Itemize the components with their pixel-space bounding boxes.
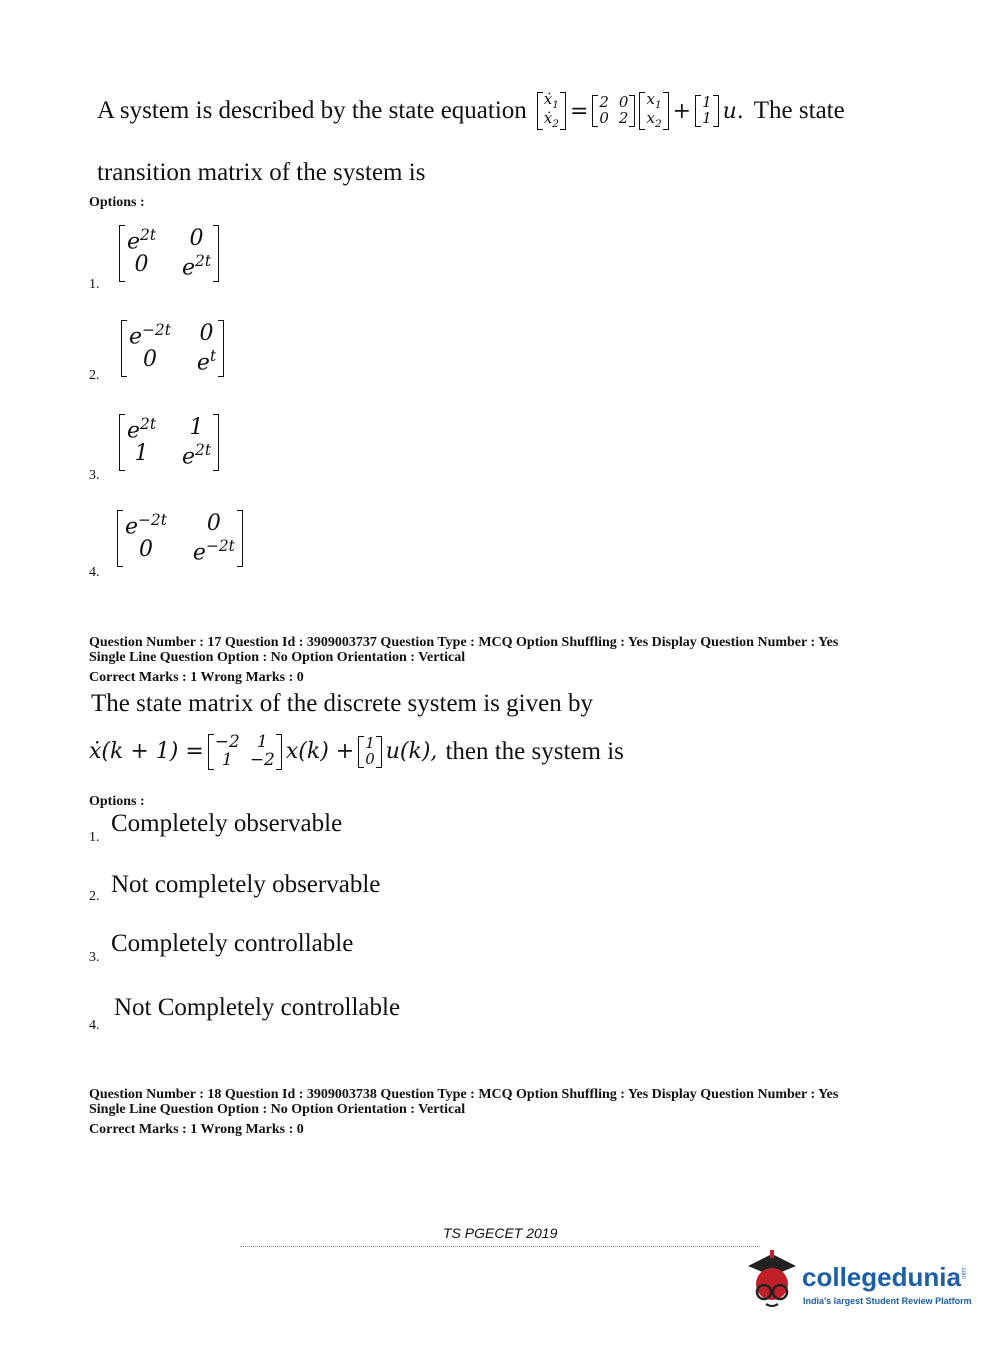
- q16-text-before: A system is described by the state equation: [97, 97, 527, 125]
- q16-plus: +: [672, 98, 692, 124]
- q16-lhs-vector: ẋ$_1$ ẋ$_2$: [537, 92, 566, 130]
- q17-option-3-text: Completely controllable: [111, 930, 354, 957]
- q16-question-line1: [97, 92, 845, 130]
- logo-name: collegedunia: [802, 1262, 961, 1292]
- q17-option-3[interactable]: [89, 930, 409, 970]
- q17-meta-line1: Question Number : 17 Question Id : 3909003737 Question Type : MCQ Option Shuffling : Yes Display Question Number : Yes: [89, 635, 839, 650]
- q16-option-3[interactable]: [89, 414, 289, 486]
- q17-eq-lhs: ẋ(k + 1) =: [89, 739, 204, 765]
- q17-question-text: The state matrix of the discrete system is given by: [91, 690, 593, 717]
- q16-option-4[interactable]: [89, 510, 309, 582]
- logo-tagline: India's largest Student Review Platform: [803, 1296, 972, 1306]
- q17-a-matrix: −2 1 1 −2: [208, 734, 282, 770]
- q16-a-matrix: 2 0 0 2: [592, 95, 635, 127]
- q16-b-vector: 1 1: [695, 95, 719, 127]
- q18-marks: Correct Marks : 1 Wrong Marks : 0: [89, 1122, 304, 1137]
- q17-marks: Correct Marks : 1 Wrong Marks : 0: [89, 670, 304, 685]
- graduate-mascot-icon: [742, 1248, 802, 1310]
- q16-equals: =: [569, 98, 589, 124]
- q17-option-4-number: 4.: [89, 1018, 100, 1033]
- q16-options-label: Options :: [89, 195, 145, 210]
- q16-option-2-matrix: $e^{-2t}$ 0 0 $e^t$: [121, 320, 224, 377]
- q17-option-1-number: 1.: [89, 830, 100, 845]
- q17-option-1-text: Completely observable: [111, 810, 343, 837]
- q16-option-1-matrix: $e^{2t}$ 0 0 $e^{2t}$: [119, 225, 219, 282]
- collegedunia-logo[interactable]: [742, 1248, 972, 1318]
- q16-option-4-matrix: $e^{-2t}$ 0 0 $e^{-2t}$: [117, 510, 243, 567]
- footer-title: TS PGECET 2019: [443, 1225, 558, 1241]
- q17-option-3-number: 3.: [89, 950, 100, 965]
- q17-option-1[interactable]: [89, 810, 409, 850]
- q16-option-4-number: 4.: [89, 565, 100, 580]
- footer-divider: [240, 1246, 760, 1247]
- q16-option-1[interactable]: [89, 225, 289, 297]
- q16-option-3-number: 3.: [89, 468, 100, 483]
- q17-equation: [89, 734, 624, 770]
- q17-eq-tail: then the system is: [445, 737, 624, 765]
- q17-eq-xk: x(k) +: [285, 739, 355, 765]
- q18-meta-line1: Question Number : 18 Question Id : 3909003738 Question Type : MCQ Option Shuffling : Yes Display Question Number : Yes: [89, 1087, 839, 1102]
- q16-u: u.: [722, 98, 744, 124]
- q16-x-vector: $x_1$ $x_2$: [639, 92, 668, 130]
- q18-meta-line2: Single Line Question Option : No Option Orientation : Vertical: [89, 1102, 466, 1117]
- q16-question-line2: transition matrix of the system is: [97, 159, 426, 186]
- q16-option-3-matrix: $e^{2t}$ 1 1 $e^{2t}$: [119, 414, 219, 471]
- q17-option-2[interactable]: [89, 871, 409, 911]
- q17-option-4-text: Not Completely controllable: [114, 994, 401, 1021]
- q17-b-vector: 1 0: [358, 736, 382, 768]
- q17-meta-line2: Single Line Question Option : No Option Orientation : Vertical: [89, 650, 466, 665]
- q16-option-2[interactable]: [89, 320, 289, 392]
- q16-option-2-number: 2.: [89, 368, 100, 383]
- q17-option-2-text: Not completely observable: [111, 871, 381, 898]
- q16-option-1-number: 1.: [89, 277, 100, 292]
- q16-text-after: The state: [753, 97, 845, 125]
- q17-option-4[interactable]: [89, 994, 419, 1034]
- logo-suffix: .com: [960, 1266, 966, 1280]
- q17-eq-uk: u(k),: [385, 739, 438, 765]
- q17-option-2-number: 2.: [89, 889, 100, 904]
- q17-options-label: Options :: [89, 794, 145, 809]
